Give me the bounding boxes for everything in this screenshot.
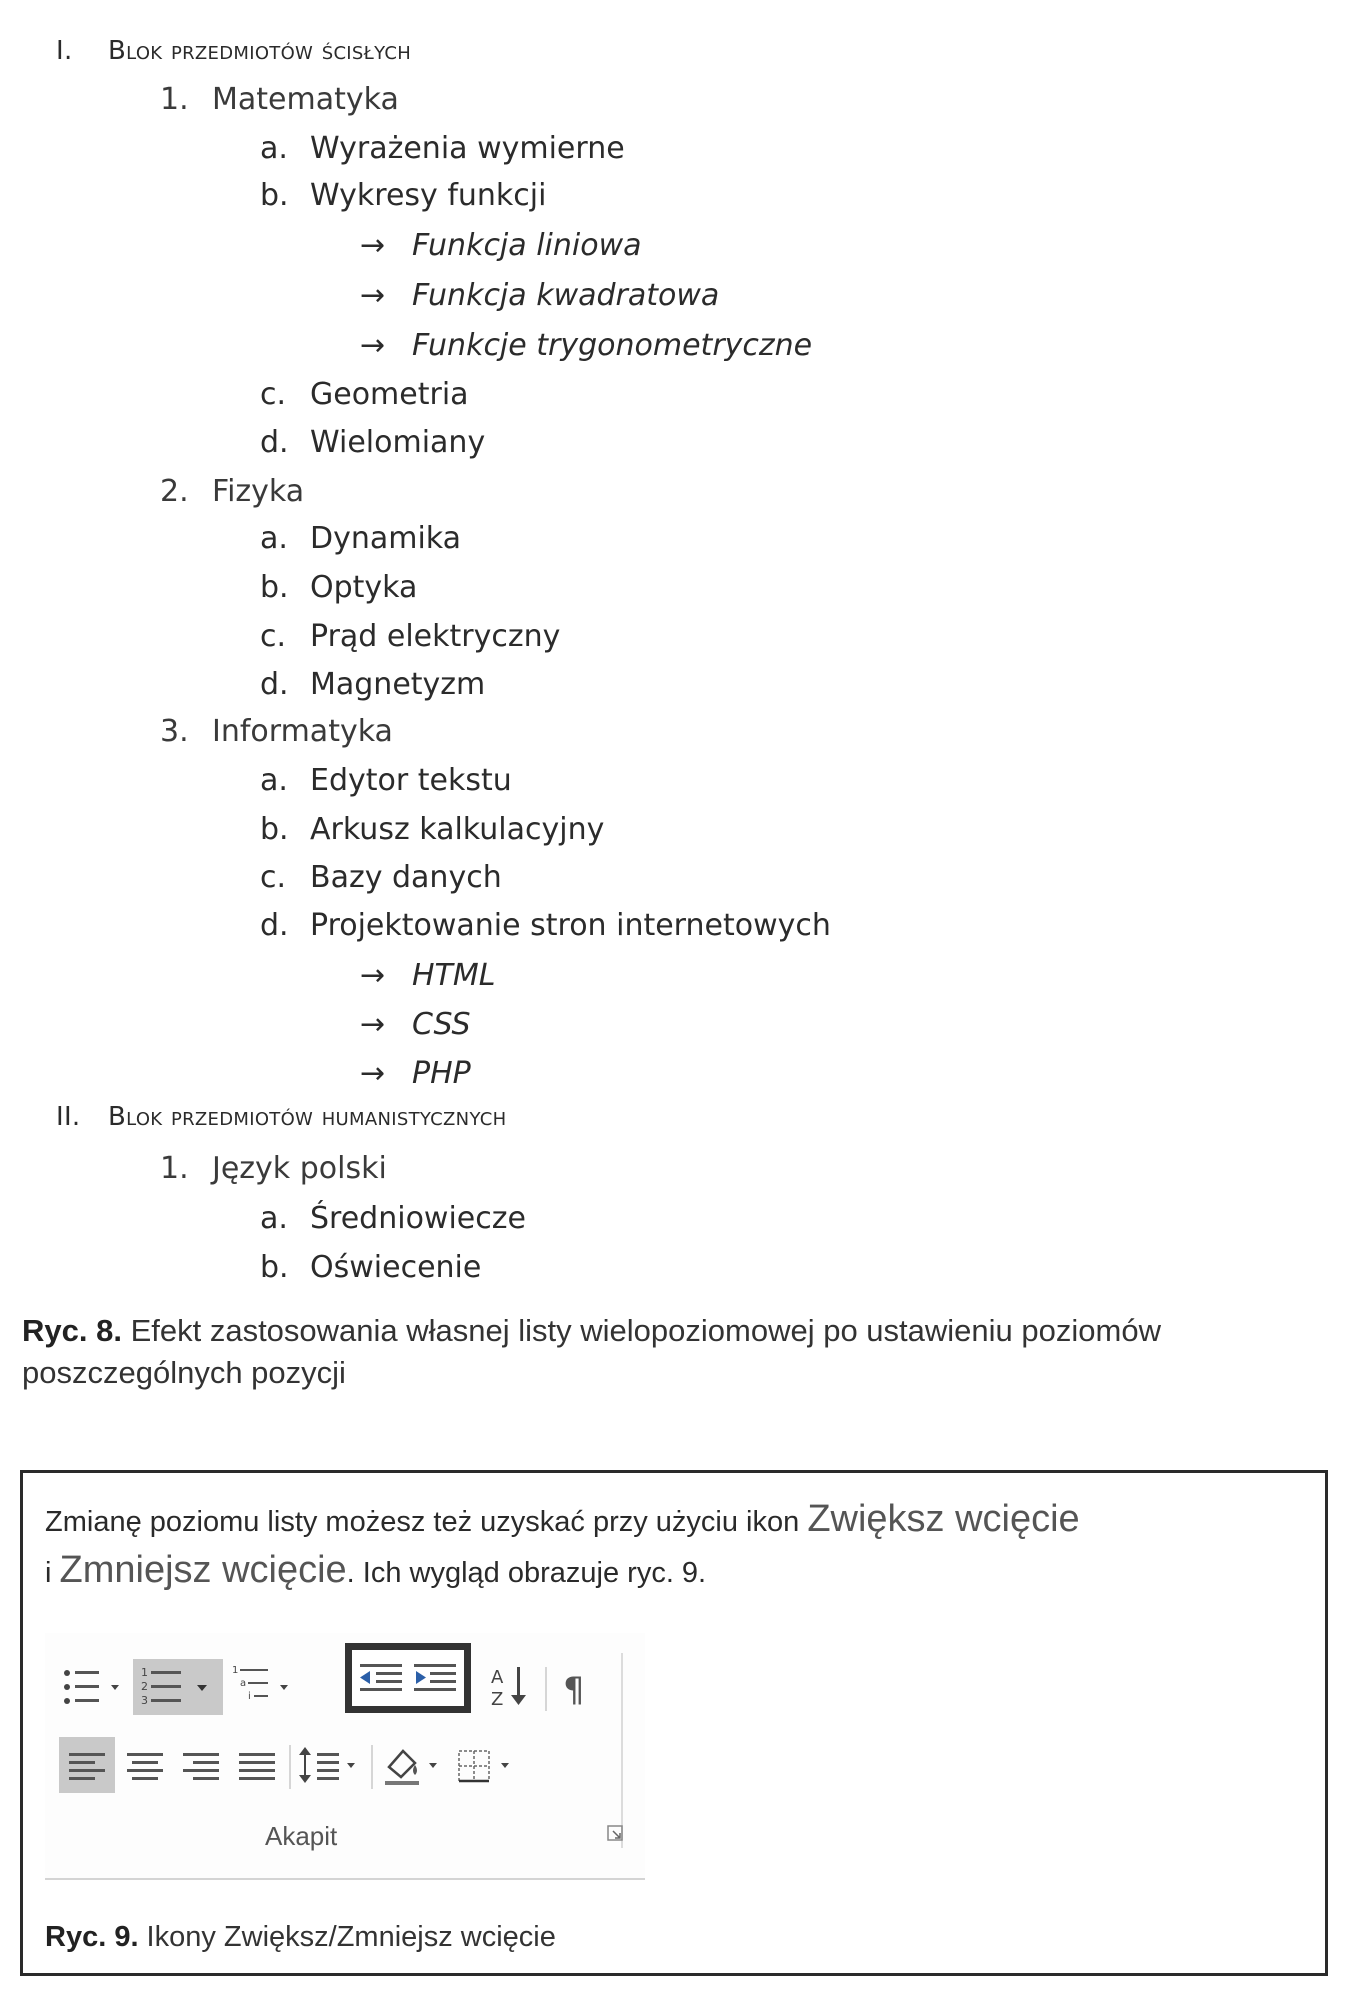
multilevel-list-icon <box>230 1659 300 1715</box>
info-text-2: i <box>45 1557 60 1589</box>
list-item-text: Wielomiany <box>310 425 486 460</box>
list-item-level-3 <box>260 178 546 213</box>
list-item-level-3 <box>260 667 485 702</box>
list-item-level-3 <box>260 521 461 556</box>
list-item-level-2 <box>160 474 304 509</box>
bullets-icon <box>59 1659 125 1715</box>
list-number: 2. <box>160 474 189 509</box>
list-item-text: Funkcja kwadratowa <box>412 278 720 313</box>
pilcrow-icon <box>559 1659 599 1715</box>
borders-button[interactable] <box>451 1737 521 1793</box>
list-item-level-3 <box>260 1201 526 1236</box>
list-item-text: Informatyka <box>212 714 393 749</box>
list-item-level-3 <box>260 763 512 798</box>
list-item-text: Funkcja liniowa <box>412 228 642 263</box>
list-item-text: CSS <box>412 1007 471 1042</box>
list-item-text: Blok przedmiotów humanistycznych <box>108 1102 507 1132</box>
arrow-marker: → <box>360 1007 386 1042</box>
figure-9-label: Ryc. 9. <box>45 1921 139 1953</box>
increase-indent-name: Zwiększ wcięcie <box>807 1498 1080 1540</box>
ribbon-separator <box>371 1745 373 1789</box>
numbering-icon <box>133 1659 223 1715</box>
list-item-text: Projektowanie stron internetowych <box>310 908 831 943</box>
arrow-marker: → <box>360 958 386 993</box>
list-item-text: Prąd elektryczny <box>310 619 561 654</box>
ribbon-separator <box>545 1667 547 1711</box>
list-item-level-3 <box>260 812 604 847</box>
list-item-level-2 <box>160 82 399 117</box>
info-box-text <box>45 1495 1305 1597</box>
list-number: c. <box>260 377 287 412</box>
arrow-marker: → <box>360 228 386 263</box>
list-item-text: Język polski <box>212 1151 387 1186</box>
justify-icon <box>231 1737 283 1793</box>
list-item-level-1 <box>56 36 411 66</box>
list-number: b. <box>260 178 289 213</box>
list-item-text: Matematyka <box>212 82 399 117</box>
increase-indent-icon <box>410 1652 462 1704</box>
shading-button[interactable] <box>379 1737 449 1793</box>
list-item-text: Arkusz kalkulacyjny <box>310 812 605 847</box>
svg-text:3: 3 <box>141 1694 148 1707</box>
list-item-level-3 <box>260 570 417 605</box>
dialog-launcher-button[interactable] <box>607 1825 625 1843</box>
list-item-level-3 <box>260 860 502 895</box>
info-box <box>20 1470 1328 1976</box>
list-item-level-3 <box>260 908 831 943</box>
align-right-button[interactable] <box>175 1737 227 1793</box>
list-item-text: Oświecenie <box>310 1250 482 1285</box>
list-item-level-1 <box>56 1102 506 1132</box>
figure-8-caption <box>22 1310 1322 1394</box>
list-item-level-4 <box>360 1007 471 1042</box>
list-number: c. <box>260 619 287 654</box>
svg-text:Z: Z <box>491 1689 504 1710</box>
align-left-icon <box>59 1737 115 1793</box>
arrow-marker: → <box>360 278 386 313</box>
multilevel-list-button[interactable] <box>230 1659 300 1715</box>
borders-icon <box>451 1737 521 1793</box>
align-center-button[interactable] <box>119 1737 171 1793</box>
list-item-text: PHP <box>412 1056 471 1091</box>
list-item-level-3 <box>260 619 560 654</box>
list-number: b. <box>260 570 289 605</box>
group-separator <box>621 1653 623 1848</box>
arrow-marker: → <box>360 1056 386 1091</box>
list-number: c. <box>260 860 287 895</box>
sort-icon <box>489 1659 537 1715</box>
svg-text:¶: ¶ <box>563 1670 585 1710</box>
info-text-3: . Ich wygląd obrazuje ryc. 9. <box>346 1557 707 1589</box>
figure-9-text: Ikony Zwiększ/Zmniejsz wcięcie <box>138 1921 556 1953</box>
list-item-level-3 <box>260 425 485 460</box>
increase-indent-button[interactable] <box>410 1652 462 1708</box>
decrease-indent-button[interactable] <box>356 1652 408 1708</box>
svg-text:A: A <box>491 1667 504 1688</box>
align-right-icon <box>175 1737 227 1793</box>
ribbon-group-label: Akapit <box>265 1821 338 1851</box>
figure-8-text: Efekt zastosowania własnej listy wielopoziomowej po ustawieniu poziomów poszczególnych pozycji <box>22 1313 1161 1390</box>
list-item-level-3 <box>260 1250 481 1285</box>
list-item-level-4 <box>360 228 641 263</box>
svg-text:2: 2 <box>141 1680 148 1693</box>
bullets-button[interactable] <box>59 1659 125 1715</box>
list-number: a. <box>260 1201 288 1236</box>
list-item-level-2 <box>160 714 393 749</box>
list-item-text: Edytor tekstu <box>310 763 512 798</box>
svg-text:i: i <box>248 1691 251 1702</box>
list-item-level-4 <box>360 1056 471 1091</box>
list-item-level-4 <box>360 958 495 993</box>
list-item-text: Magnetyzm <box>310 667 486 702</box>
numbering-button[interactable] <box>133 1659 223 1715</box>
list-number: 1. <box>160 1151 189 1186</box>
line-spacing-icon <box>297 1737 363 1793</box>
list-number: a. <box>260 521 288 556</box>
list-item-text: Blok przedmiotów ścisłych <box>108 36 412 66</box>
list-number: 1. <box>160 82 189 117</box>
dialog-launcher-icon <box>607 1825 625 1843</box>
list-item-text: Geometria <box>310 377 469 412</box>
list-number: d. <box>260 425 289 460</box>
list-item-level-2 <box>160 1151 387 1186</box>
list-number: d. <box>260 908 289 943</box>
list-item-text: Bazy danych <box>310 860 502 895</box>
indent-buttons-highlight <box>345 1643 471 1713</box>
list-item-text: Wyrażenia wymierne <box>310 131 625 166</box>
list-item-level-4 <box>360 278 719 313</box>
list-number: d. <box>260 667 289 702</box>
list-number: b. <box>260 1250 289 1285</box>
sort-button[interactable] <box>489 1659 537 1715</box>
arrow-marker: → <box>360 328 386 363</box>
figure-9-caption <box>45 1921 556 1954</box>
decrease-indent-name: Zmniejsz wcięcie <box>59 1549 347 1591</box>
info-text-1: Zmianę poziomu listy możesz też uzyskać przy użyciu ikon <box>45 1506 808 1538</box>
list-item-text: Średniowiecze <box>310 1201 526 1236</box>
list-number: a. <box>260 763 288 798</box>
list-item-level-3 <box>260 377 469 412</box>
list-item-text: Funkcje trygonometryczne <box>412 328 813 363</box>
list-item-level-3 <box>260 131 625 166</box>
figure-8-label: Ryc. 8. <box>22 1313 122 1348</box>
show-formatting-button[interactable] <box>559 1659 599 1715</box>
list-number: a. <box>260 131 288 166</box>
decrease-indent-icon <box>356 1652 408 1704</box>
list-number: II. <box>56 1102 81 1132</box>
list-item-text: Fizyka <box>212 474 305 509</box>
list-item-text: Dynamika <box>310 521 462 556</box>
align-left-button[interactable] <box>59 1737 115 1793</box>
ribbon-separator <box>289 1745 291 1789</box>
list-item-text: HTML <box>412 958 496 993</box>
list-item-text: Wykresy funkcji <box>310 178 547 213</box>
list-item-text: Optyka <box>310 570 418 605</box>
svg-text:1: 1 <box>232 1665 239 1676</box>
paragraph-ribbon-group <box>45 1633 645 1880</box>
svg-text:1: 1 <box>141 1666 148 1679</box>
line-spacing-button[interactable] <box>297 1737 363 1793</box>
align-center-icon <box>119 1737 171 1793</box>
shading-icon <box>379 1737 449 1793</box>
list-number: 3. <box>160 714 189 749</box>
justify-button[interactable] <box>231 1737 283 1793</box>
svg-text:a: a <box>240 1678 247 1689</box>
list-item-level-4 <box>360 328 812 363</box>
list-number: b. <box>260 812 289 847</box>
list-number: I. <box>56 36 73 66</box>
